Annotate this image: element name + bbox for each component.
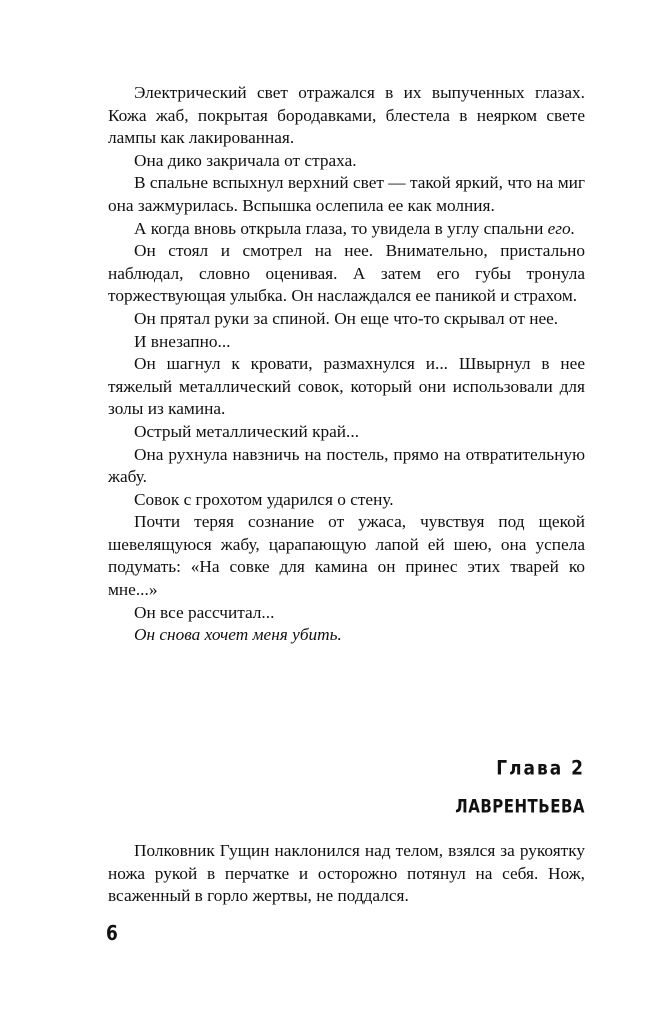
italic-him: его. — [547, 218, 576, 238]
paragraph-scream: Она дико закричала от страха. — [134, 150, 357, 170]
paragraph-scoop-hit-wall: Совок с грохотом ударился о стену. — [134, 489, 394, 509]
paragraph-watching: Он стоял и смотрел на нее. Внимательно, пристально наблюдал, словно оценивая. А затем его губы тронула торжествующая улыбка. Он наслаждался ее паникой и страхом. — [108, 241, 585, 306]
page-number: 6 — [106, 922, 118, 946]
paragraph-hiding-hands: Он прятал руки за спиной. Он еще что-то скрывал от нее. — [134, 308, 559, 328]
paragraph-sharp-edge: Острый металлический край... — [134, 421, 360, 441]
paragraph-losing-consciousness: Почти теряя сознание от ужаса, чувствуя под щекой шевелящуюся жабу, царапающую лапой ей шею, она успела подумать: «На совке для камина он принес этих тварей ко мне...» — [108, 512, 585, 600]
opened-eyes-text: А когда вновь открыла глаза, то увидела в углу спальни — [134, 218, 548, 238]
paragraph-threw-scoop: Он шагнул к кровати, размахнулся и... Швырнул в нее тяжелый металлический совок, который они использовали для золы из камина. — [108, 354, 585, 419]
paragraph-light-flash: В спальне вспыхнул верхний свет — такой яркий, что на миг она зажмурилась. Вспышка ослепила ее как молния. — [108, 173, 585, 215]
paragraph-opened-eyes — [108, 218, 585, 241]
chapter-body — [108, 840, 585, 908]
chapter-title: ЛАВРЕНТЬЕВА — [455, 795, 585, 818]
story-text — [108, 82, 585, 647]
paragraph-wants-to-kill: Он снова хочет меня убить. — [134, 625, 342, 645]
paragraph-fell-back: Она рухнула навзничь на постель, прямо на отвратительную жабу. — [108, 444, 585, 487]
paragraph-calculated: Он все рассчитал... — [134, 602, 275, 622]
paragraph-colonel-gushchin: Полковник Гущин наклонился над телом, взялся за рукоятку ножа рукой в перчатке и осторожно потянул на себя. Нож, всаженный в горло жертвы, не поддался. — [108, 841, 585, 906]
paragraph-suddenly: И внезапно... — [134, 331, 231, 351]
paragraph-electric-light: Электрический свет отражался в их выпученных глазах. Кожа жаб, покрытая бородавками, блестела в неярком свете лампы как лакированная. — [108, 83, 585, 148]
chapter-label: Глава 2 — [496, 757, 585, 780]
